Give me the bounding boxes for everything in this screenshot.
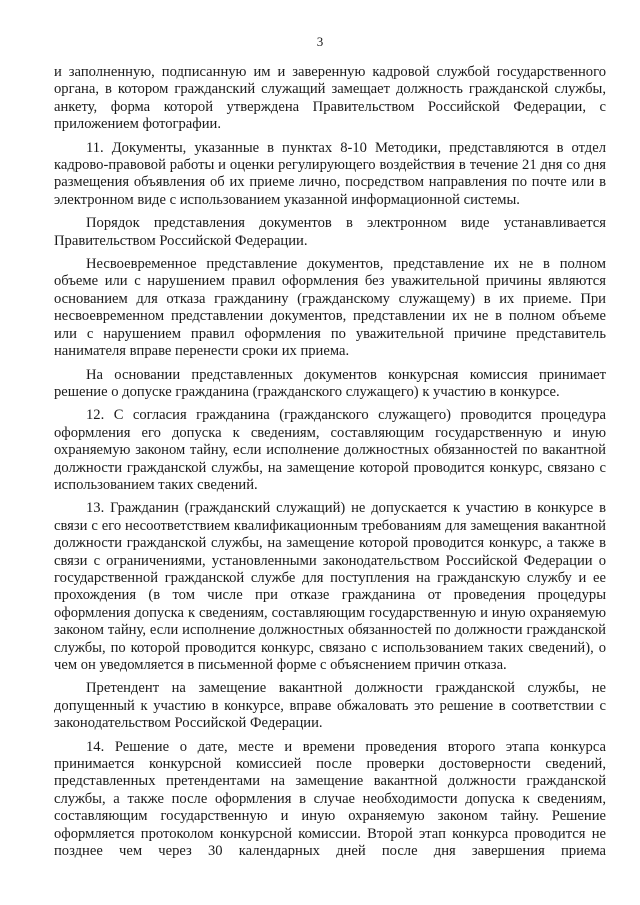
paragraph-untimely-submission: Несвоевременное представление документов, представление их не в полном объеме или с нарушением правил оформления без уважительной причины являются основанием для отказа гражданину (гражданскому служащему) в их приеме. При несвоевременном представлении документов, представлении их не в полном объеме или с нарушением правил оформления по уважительной причине представитель нанимателя вправе перенести сроки их приема. — [54, 256, 606, 360]
page-number: 3 — [316, 34, 324, 49]
document-body — [54, 64, 606, 866]
paragraph-admission-decision: На основании представленных документов конкурсная комиссия принимает решение о допуске гражданина (гражданского служащего) к участию в конкурсе. — [54, 366, 606, 400]
paragraph-item-14: 14. Решение о дате, месте и времени проведения второго этапа конкурса принимается конкурсной комиссией после проверки достоверности сведений, представленных претендентами на замещение вакантной должности гражданской службы, а также после оформления в случае необходимости допуска к сведениям, составляющим государственную и иную охраняемую законом тайну. Решение оформляется протоколом конкурсной комиссии. Второй этап конкурса проводится не позднее чем через 30 календарных дней после дня завершения приема — [54, 738, 606, 860]
paragraph-item-13: 13. Гражданин (гражданский служащий) не допускается к участию в конкурсе в связи с его несоответствием квалификационным требованиям для замещения вакантной должности гражданской службы, на замещение которой проводится конкурс, а также в связи с ограничениями, установленными законодательством Российской Федерации о государственной гражданской службе для поступления на гражданскую службу и ее прохождения (в том числе при отказе гражданина от проведения процедуры оформления допуска к сведениям, составляющим государственную и иную охраняемую законом тайну, если исполнение должностных обязанностей по должности гражданской службы, по которой проводится конкурс, связано с использованием таких сведений), о чем он уведомляется в письменной форме с объяснением причин отказа. — [54, 500, 606, 673]
paragraph-electronic-order: Порядок представления документов в электронном виде устанавливается Правительством Российской Федерации. — [54, 215, 606, 249]
paragraph-item-11: 11. Документы, указанные в пунктах 8-10 Методики, представляются в отдел кадрово-правовой работы и оценки регулирующего воздействия в течение 21 дня со дня размещения объявления об их приеме лично, посредством направления по почте или в электронном виде с использованием указанной информационной системы. — [54, 139, 606, 208]
paragraph-item-12: 12. С согласия гражданина (гражданского служащего) проводится процедура оформления его допуска к сведениям, составляющим государственную и иную охраняемую законом тайну, если исполнение должностных обязанностей по вакантной должности гражданской службы, на замещение которой проводится конкурс, связано с использованием таких сведений. — [54, 407, 606, 493]
paragraph-continuation: и заполненную, подписанную им и заверенную кадровой службой государственного органа, в котором гражданский служащий замещает должность гражданской службы, анкету, форма которой утверждена Правительством Российской Федерации, с приложением фотографии. — [54, 64, 606, 133]
paragraph-appeal: Претендент на замещение вакантной должности гражданской службы, не допущенный к участию в конкурсе, вправе обжаловать это решение в соответствии с законодательством Российской Федерации. — [54, 680, 606, 732]
